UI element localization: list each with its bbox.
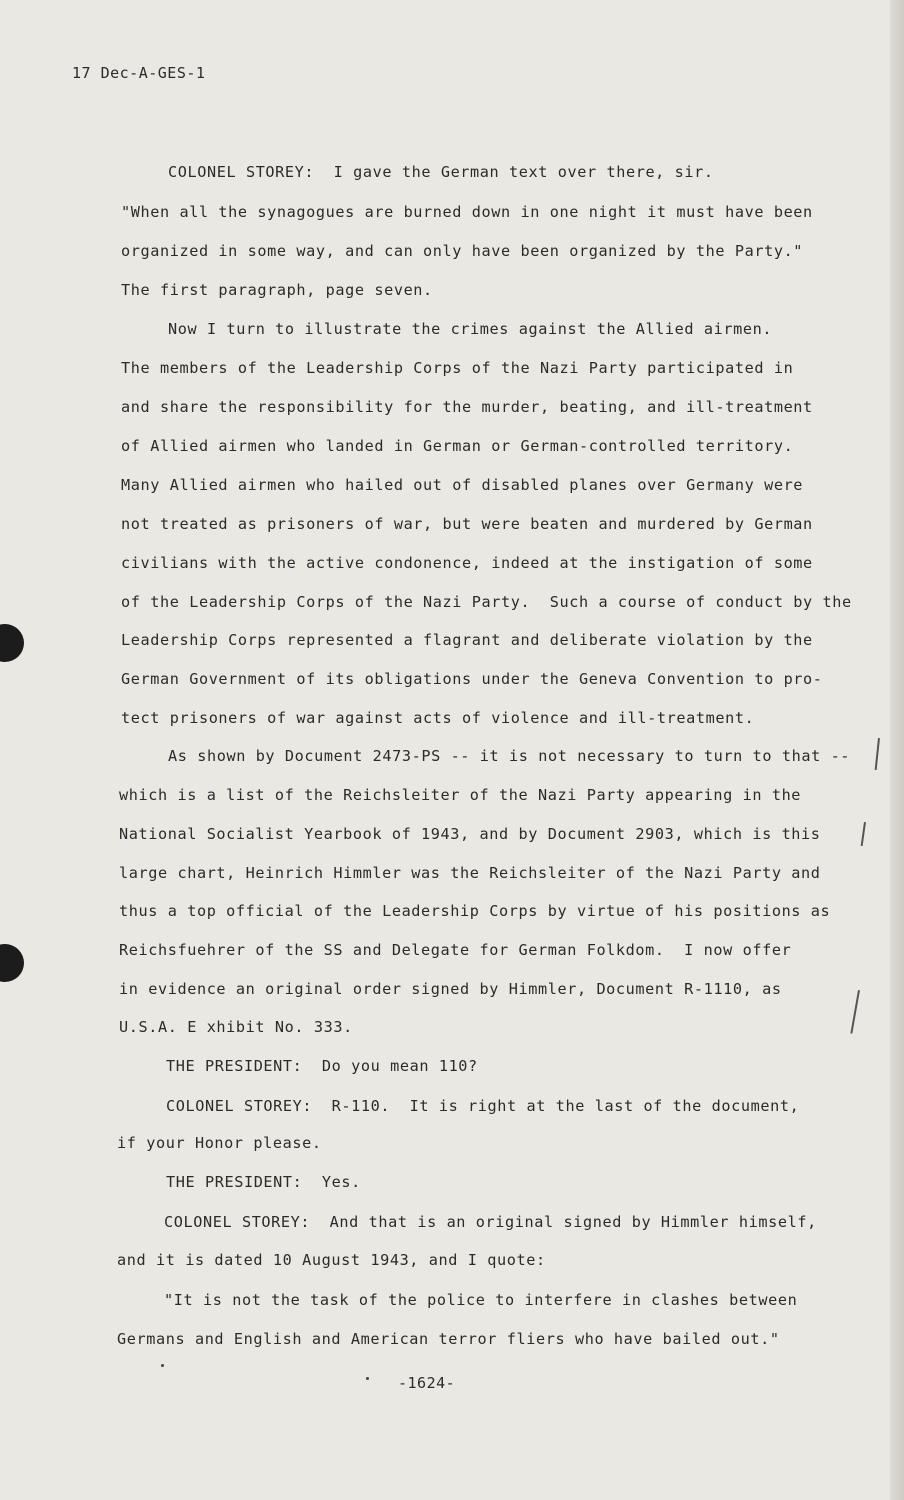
margin-mark (875, 738, 880, 770)
transcript-line: Many Allied airmen who hailed out of disabled planes over Germany were (121, 476, 804, 494)
transcript-line: not treated as prisoners of war, but were beaten and murdered by German (121, 515, 813, 533)
margin-mark (861, 822, 866, 846)
transcript-line: Leadership Corps represented a flagrant and deliberate violation by the (121, 631, 813, 649)
transcript-line: Germans and English and American terror fliers who have bailed out." (117, 1330, 780, 1348)
punch-hole-bottom (0, 944, 24, 982)
transcript-line: "It is not the task of the police to interfere in clashes between (164, 1291, 798, 1309)
transcript-line: of the Leadership Corps of the Nazi Party. Such a course of conduct by the (121, 593, 852, 611)
ink-speck (366, 1377, 369, 1380)
transcript-line: tect prisoners of war against acts of violence and ill-treatment. (121, 709, 755, 727)
transcript-line: Reichsfuehrer of the SS and Delegate for German Folkdom. I now offer (119, 941, 792, 959)
transcript-line: National Socialist Yearbook of 1943, and by Document 2903, which is this (119, 825, 821, 843)
transcript-line: German Government of its obligations under the Geneva Convention to pro- (121, 670, 823, 688)
transcript-line: if your Honor please. (117, 1134, 322, 1152)
paper-edge (890, 0, 904, 1500)
transcript-line: The first paragraph, page seven. (121, 281, 433, 299)
transcript-line: U.S.A. E xhibit No. 333. (119, 1018, 353, 1036)
transcript-line: Now I turn to illustrate the crimes against the Allied airmen. (168, 320, 773, 338)
transcript-line: of Allied airmen who landed in German or German-controlled territory. (121, 437, 794, 455)
document-reference: 17 Dec-A-GES-1 (72, 64, 206, 82)
transcript-line: COLONEL STOREY: I gave the German text over there, sir. (168, 163, 714, 181)
page-number: -1624- (398, 1374, 456, 1392)
transcript-line: thus a top official of the Leadership Corps by virtue of his positions as (119, 902, 831, 920)
transcript-line: organized in some way, and can only have been organized by the Party." (121, 242, 804, 260)
transcript-line: COLONEL STOREY: R-110. It is right at the last of the document, (166, 1097, 800, 1115)
transcript-line: THE PRESIDENT: Yes. (166, 1173, 361, 1191)
transcript-line: civilians with the active condonence, indeed at the instigation of some (121, 554, 813, 572)
transcript-line: "When all the synagogues are burned down in one night it must have been (121, 203, 813, 221)
punch-hole-top (0, 624, 24, 662)
transcript-line: which is a list of the Reichsleiter of the Nazi Party appearing in the (119, 786, 802, 804)
transcript-line: and it is dated 10 August 1943, and I quote: (117, 1251, 546, 1269)
transcript-line: The members of the Leadership Corps of the Nazi Party participated in (121, 359, 794, 377)
ink-speck (161, 1364, 164, 1367)
transcript-line: THE PRESIDENT: Do you mean 110? (166, 1057, 478, 1075)
transcript-line: As shown by Document 2473-PS -- it is not necessary to turn to that -- (168, 747, 851, 765)
margin-mark (850, 990, 860, 1034)
transcript-line: and share the responsibility for the murder, beating, and ill-treatment (121, 398, 813, 416)
transcript-line: large chart, Heinrich Himmler was the Reichsleiter of the Nazi Party and (119, 864, 821, 882)
transcript-line: in evidence an original order signed by Himmler, Document R-1110, as (119, 980, 782, 998)
transcript-line: COLONEL STOREY: And that is an original signed by Himmler himself, (164, 1213, 817, 1231)
